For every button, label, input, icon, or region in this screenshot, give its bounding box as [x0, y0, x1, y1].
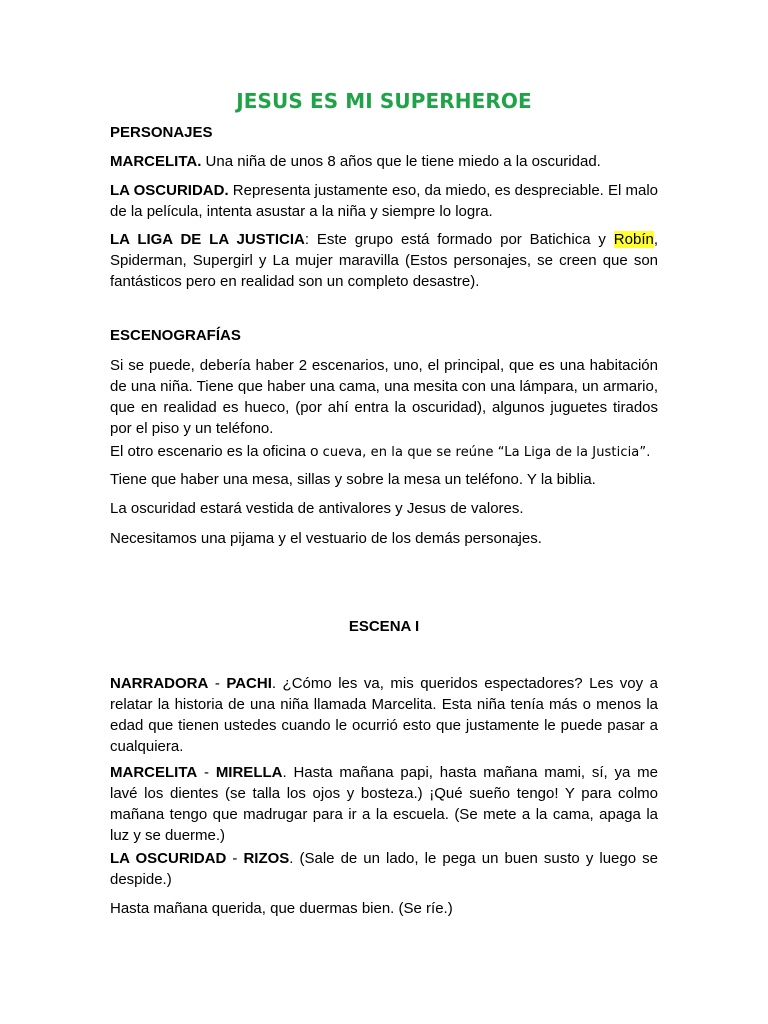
marcelita2-text: . Hasta mañana papi, hasta mañana mami, sí, ya me lavé los dientes (se talla los ojos y bosteza.) ¡Qué sueño tengo! Y para colmo mañana tengo que madrugar para ir a la escuela. (Se mete a la cama, apaga la luz y se duerme.) — [110, 764, 658, 844]
narradora-text: . ¿Cómo les va, mis queridos espectadores? Les voy a relatar la historia de una niña llamada Marcelita. Esta niña tenía más o menos la edad que tienen ustedes cuando le ocurrió esto que justamente le puede pasar a cualquiera. — [110, 675, 658, 755]
escena-heading-text: ESCENA I — [348, 618, 420, 635]
marcelita2-actor: MIRELLA — [215, 764, 283, 781]
escenografias-heading-text: ESCENOGRAFÍAS — [110, 327, 241, 344]
paragraph-mesa: Tiene que haber una mesa, sillas y sobre la mesa un teléfono. Y la biblia. — [110, 471, 596, 488]
oscuridad2-actor: RIZOS — [243, 850, 290, 867]
oscuridad-text: Representa justamente eso, da miedo, es despreciable. El malo de la película, intenta asustar a la niña y siempre lo logra. — [110, 182, 659, 220]
dialogue-final-line: Hasta mañana querida, que duermas bien. (Se ríe.) — [110, 900, 453, 917]
dialogue-marcelita — [110, 762, 658, 846]
document-title: JESUS ES MI SUPERHEROE — [236, 89, 532, 113]
oscuridad2-sep: - — [226, 850, 244, 867]
marcelita-text: Una niña de unos 8 años que le tiene miedo a la oscuridad. — [201, 153, 601, 170]
marcelita2-label: MARCELITA — [110, 764, 198, 781]
otro-escenario-alt-text: cueva, en la que se reúne “La Liga de la Justicia”. — [322, 445, 651, 460]
paragraph-marcelita — [110, 151, 658, 172]
dialogue-oscuridad — [110, 848, 658, 890]
paragraph-otro-escenario — [110, 441, 658, 463]
narradora-label: NARRADORA — [110, 675, 209, 692]
liga-text-after: , Spiderman, Supergirl y La mujer maravilla (Estos personajes, se creen que son fantásticos pero en realidad son un completo desastre). — [110, 231, 658, 290]
personajes-heading-text: PERSONAJES — [110, 124, 213, 141]
marcelita-label: MARCELITA. — [110, 153, 202, 170]
narradora-sep: - — [208, 675, 227, 692]
liga-text-before: : Este grupo está formado por Batichica y — [304, 231, 614, 248]
liga-label: LA LIGA DE LA JUSTICIA — [110, 231, 305, 248]
paragraph-escenarios: Si se puede, debería haber 2 escenarios, uno, el principal, que es una habitación de una niña. Tiene que haber una cama, una mesita con una lámpara, un armario, que en realidad es hueco, (por ahí entra la oscuridad), algunos juguetes tirados por el piso y un teléfono. — [110, 357, 658, 437]
oscuridad2-label: LA OSCURIDAD — [110, 850, 227, 867]
oscuridad2-text: . (Sale de un lado, le pega un buen susto y luego se despide.) — [110, 850, 658, 888]
robin-highlight: Robín — [613, 231, 654, 248]
otro-escenario-text: El otro escenario es la oficina o — [110, 443, 323, 460]
paragraph-vestuario-oscuridad: La oscuridad estará vestida de antivalores y Jesus de valores. — [110, 500, 524, 517]
marcelita2-sep: - — [197, 764, 216, 781]
escena-heading — [110, 616, 658, 637]
escenografias-heading — [110, 325, 658, 346]
personajes-heading — [110, 122, 658, 143]
paragraph-pijama: Necesitamos una pijama y el vestuario de los demás personajes. — [110, 530, 542, 547]
paragraph-oscuridad — [110, 180, 658, 222]
dialogue-narradora — [110, 673, 658, 757]
paragraph-liga — [110, 229, 658, 292]
narradora-actor: PACHI — [226, 675, 272, 692]
oscuridad-label: LA OSCURIDAD. — [110, 182, 229, 199]
